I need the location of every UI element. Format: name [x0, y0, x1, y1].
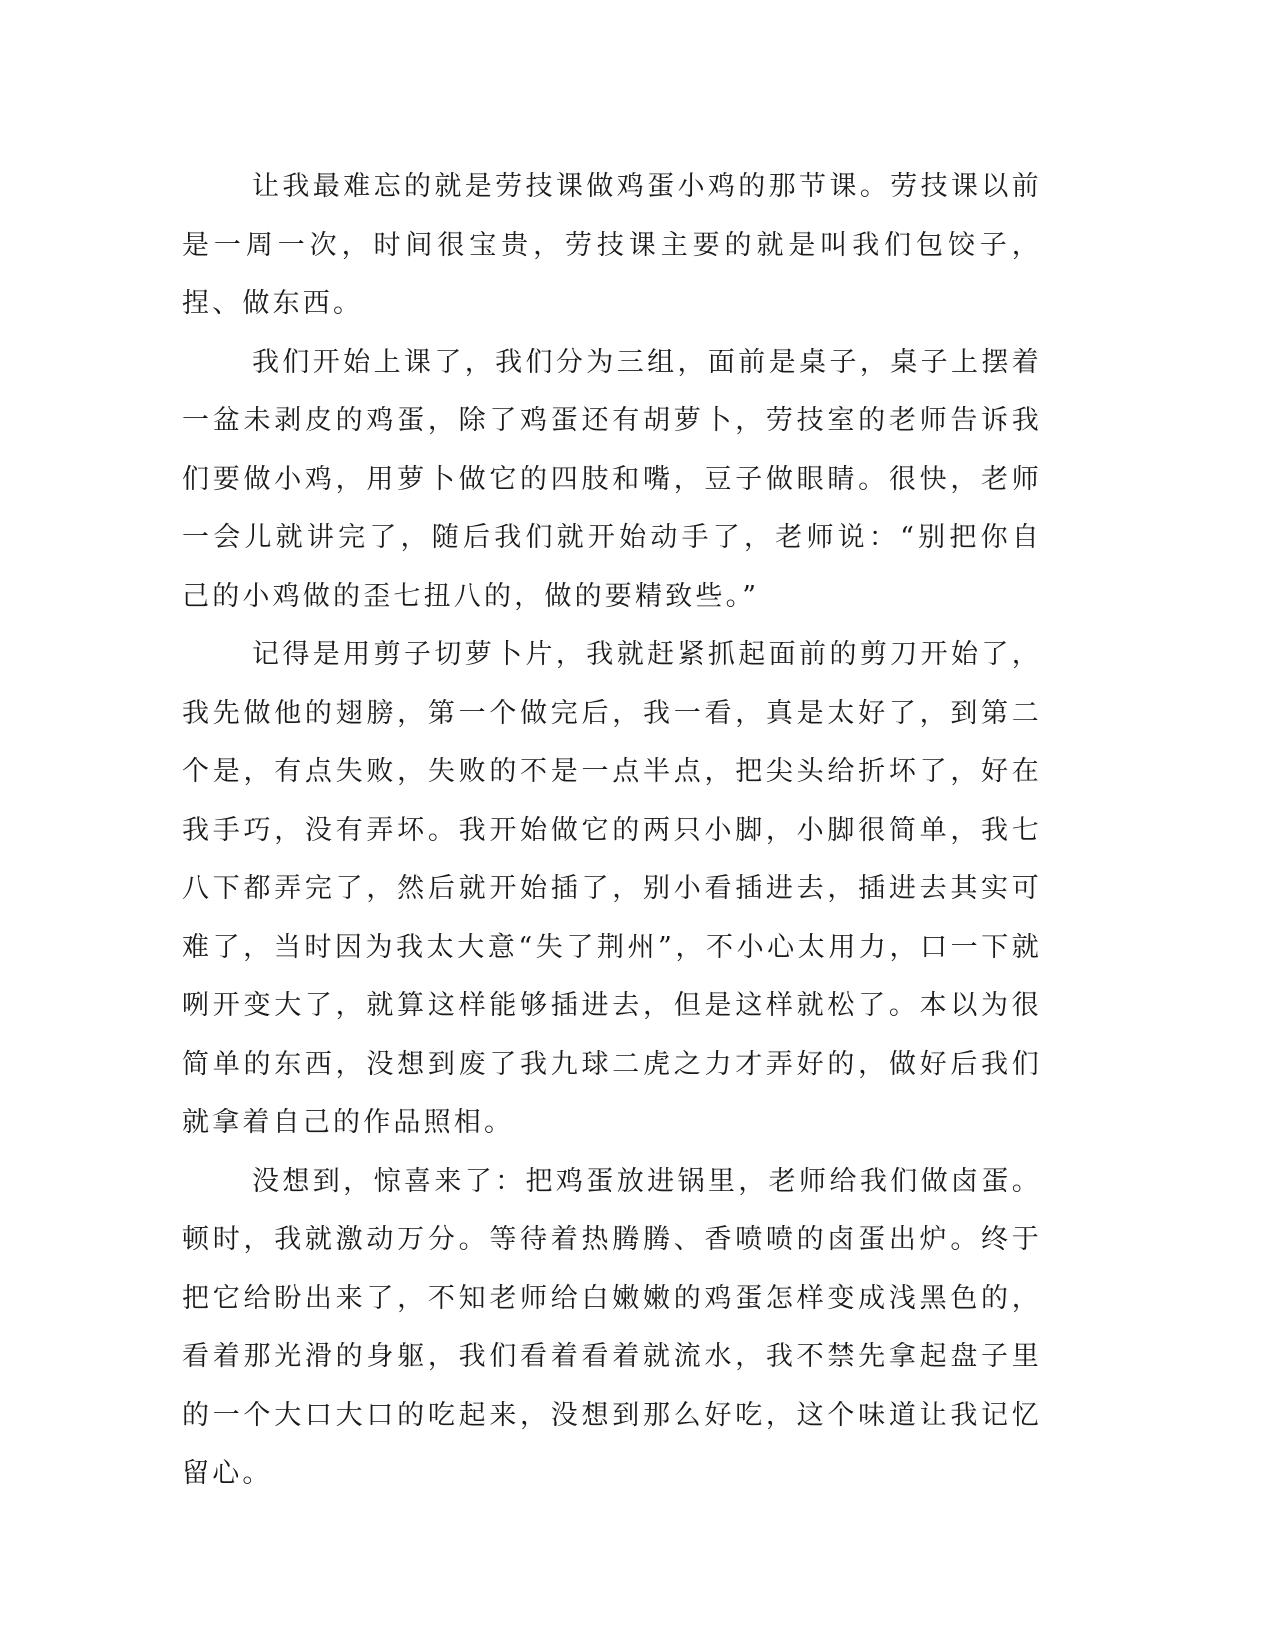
paragraph-4: 没想到，惊喜来了：把鸡蛋放进锅里，老师给我们做卤蛋。顿时，我就激动万分。等待着热腾腾、香喷喷的卤蛋出炉。终于把它给盼出来了，不知老师给白嫩嫩的鸡蛋怎样变成浅黑色的，看着那光滑的身躯，我们看着看着就流水，我不禁先拿起盘子里的一个大口大口的吃起来，没想到那么好吃，这个味道让我记忆留心。	[182, 1165, 1042, 1489]
paragraph-3: 记得是用剪子切萝卜片，我就赶紧抓起面前的剪刀开始了，我先做他的翅膀，第一个做完后，我一看，真是太好了，到第二个是，有点失败，失败的不是一点半点，把尖头给折坏了，好在我手巧，没有弄坏。我开始做它的两只小脚，小脚很简单，我七八下都弄完了，然后就开始插了，别小看插进去，插进去其实可难了，当时因为我太大意“失了荆州”，不小心太用力，口一下就咧开变大了，就算这样能够插进去，但是这样就松了。本以为很简单的东西，没想到废了我九球二虎之力才弄好的，做好后我们就拿着自己的作品照相。	[182, 639, 1042, 1138]
paragraph-2: 我们开始上课了，我们分为三组，面前是桌子，桌子上摆着一盆未剥皮的鸡蛋，除了鸡蛋还有胡萝卜，劳技室的老师告诉我们要做小鸡，用萝卜做它的四肢和嘴，豆子做眼睛。很快，老师一会儿就讲完了，随后我们就开始动手了，老师说：“别把你自己的小鸡做的歪七扭八的，做的要精致些。”	[182, 346, 1042, 612]
document-body	[182, 158, 1042, 1504]
paragraph-1: 让我最难忘的就是劳技课做鸡蛋小鸡的那节课。劳技课以前是一周一次，时间很宝贵，劳技课主要的就是叫我们包饺子，捏、做东西。	[182, 171, 1042, 319]
